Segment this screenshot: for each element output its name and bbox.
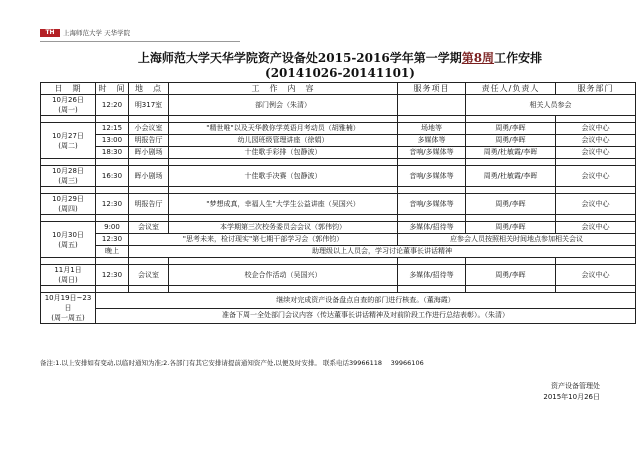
spacer-cell [556, 258, 636, 265]
content-cell: "梦想成真，幸福人生"大学生公益讲座（吴国兴） [169, 194, 398, 215]
place-cell: 明报告厅 [129, 135, 169, 147]
column-header: 服务部门 [556, 83, 636, 95]
dept-cell: 会议中心 [556, 135, 636, 147]
table-row [41, 246, 636, 258]
column-header: 时 间 [96, 83, 129, 95]
weekday-label: (周一) [58, 106, 78, 114]
time-cell: 16:30 [96, 166, 129, 187]
dept-cell: 会议中心 [556, 123, 636, 135]
place-cell: 晖小剧场 [129, 166, 169, 187]
content-cell: "思考未来，检讨现实"第七期干部学习会（郭伟钧） [129, 234, 398, 246]
owner-cell: 周勇/李晖 [466, 135, 556, 147]
date-cell [41, 222, 96, 258]
header-row [41, 83, 636, 95]
date-cell [41, 95, 96, 116]
summary-date-cell [41, 293, 96, 324]
spacer-cell [96, 116, 129, 123]
place-cell: 晖小剧场 [129, 147, 169, 159]
summary-date-label: 10月19日~23日 [44, 294, 92, 312]
column-header: 服务项目 [398, 83, 466, 95]
summary-weekday-label: (周一周五) [51, 314, 85, 322]
dept-cell: 会议中心 [556, 222, 636, 234]
footer-date: 2015年10月26日 [543, 393, 600, 401]
time-cell: 12:30 [96, 194, 129, 215]
spacer-cell [129, 159, 169, 166]
spacer-cell [556, 286, 636, 293]
service-cell: 音响/多媒体等 [398, 166, 466, 187]
spacer-cell [398, 187, 466, 194]
spacer-cell [96, 286, 129, 293]
owner-cell: 周勇/李晖 [466, 194, 556, 215]
column-header: 日 期 [41, 83, 96, 95]
summary-row [41, 308, 636, 324]
summary-line: 继续对完成资产设备盘点自查的部门进行核查。（董海霞） [96, 293, 636, 309]
title-part-b: 工作安排 [494, 51, 543, 65]
content-cell: 部门例会（朱清） [169, 95, 398, 116]
date-label: 10月26日 [52, 96, 84, 104]
table-row [41, 123, 636, 135]
footer-dept: 资产设备管理处 [551, 382, 600, 390]
date-label: 10月28日 [52, 167, 84, 175]
summary-row [41, 293, 636, 309]
content-cell: 十佳歌手决赛（包静波） [169, 166, 398, 187]
place-cell: 明报告厅 [129, 194, 169, 215]
schedule-table [40, 82, 636, 324]
date-label: 10月27日 [52, 131, 84, 140]
content-cell: 本学期第三次校务委员会会议（郭伟钧） [169, 222, 398, 234]
title-week: 第8周 [461, 51, 495, 65]
spacer-cell [556, 116, 636, 123]
dept-cell: 会议中心 [556, 265, 636, 286]
owner-cell: 周勇/李晖 [466, 123, 556, 135]
table-row [41, 222, 636, 234]
spacer-row [41, 258, 636, 265]
spacer-cell [169, 187, 398, 194]
spacer-cell [41, 187, 96, 194]
spacer-cell [41, 116, 96, 123]
page-subtitle-date-range: (20141026-20141101) [265, 66, 415, 80]
service-cell: 多媒体/招待等 [398, 265, 466, 286]
owner-cell: 相关人员参会 [466, 95, 636, 116]
place-cell: 会议室 [129, 265, 169, 286]
content-cell: 助理级以上人员会，学习讨论董事长讲话精神 [129, 246, 636, 258]
schedule-body [41, 83, 636, 324]
table-row [41, 265, 636, 286]
date-cell [41, 123, 96, 159]
service-cell: 音响/多媒体等 [398, 147, 466, 159]
owner-cell: 应参会人员按照相关时间地点参加相关会议 [398, 234, 636, 246]
spacer-row [41, 116, 636, 123]
service-cell: 音响/多媒体等 [398, 194, 466, 215]
spacer-cell [556, 159, 636, 166]
table-row [41, 194, 636, 215]
column-header: 地 点 [129, 83, 169, 95]
table-row [41, 135, 636, 147]
spacer-cell [169, 116, 398, 123]
spacer-cell [556, 187, 636, 194]
spacer-cell [556, 215, 636, 222]
service-cell [398, 95, 466, 116]
spacer-cell [96, 159, 129, 166]
spacer-cell [41, 159, 96, 166]
spacer-cell [41, 215, 96, 222]
content-cell: 十佳歌手彩排（包静波） [169, 147, 398, 159]
spacer-cell [96, 258, 129, 265]
spacer-cell [466, 286, 556, 293]
spacer-cell [41, 286, 96, 293]
spacer-cell [398, 258, 466, 265]
spacer-cell [398, 215, 466, 222]
spacer-row [41, 187, 636, 194]
spacer-cell [129, 215, 169, 222]
time-cell: 12:30 [96, 234, 129, 246]
spacer-cell [169, 215, 398, 222]
content-cell: "精世唯"以及天华教你学英语月考动员（胡雅楠） [169, 123, 398, 135]
time-cell: 晚上 [96, 246, 129, 258]
spacer-cell [466, 187, 556, 194]
spacer-cell [129, 258, 169, 265]
spacer-cell [169, 286, 398, 293]
spacer-cell [398, 116, 466, 123]
time-cell: 18:30 [96, 147, 129, 159]
spacer-cell [41, 258, 96, 265]
spacer-cell [466, 258, 556, 265]
date-cell [41, 194, 96, 215]
spacer-cell [169, 258, 398, 265]
date-label: 11月1日 [54, 266, 82, 274]
table-row [41, 95, 636, 116]
dept-cell: 会议中心 [556, 147, 636, 159]
content-cell: 校企合作活动（吴国兴） [169, 265, 398, 286]
service-cell: 多媒体/招待等 [398, 222, 466, 234]
spacer-cell [398, 159, 466, 166]
spacer-cell [169, 159, 398, 166]
table-row [41, 166, 636, 187]
time-cell: 9:00 [96, 222, 129, 234]
place-cell: 会议室 [129, 222, 169, 234]
logo-text: 上海师范大学 天华学院 [63, 29, 131, 37]
page-title [40, 49, 640, 66]
spacer-cell [466, 116, 556, 123]
dept-cell: 会议中心 [556, 194, 636, 215]
owner-cell: 周勇/李晖 [466, 265, 556, 286]
summary-line: 准备下周一全处部门会议内容（传达董事长讲话精神及对前阶段工作进行总结表彰）。（朱清） [96, 308, 636, 324]
weekday-label: (周二) [58, 141, 78, 150]
date-cell [41, 166, 96, 187]
column-header: 责任人/负责人 [466, 83, 556, 95]
spacer-cell [129, 187, 169, 194]
school-logo [40, 28, 130, 37]
dept-cell: 会议中心 [556, 166, 636, 187]
notes: 备注:1.以上安排如有变动,以临时通知为准;2.各部门有其它安排请提前通知资产处,以便及时安排。 联系电话39966118 39966106 [40, 359, 424, 367]
column-header: 工 作 内 容 [169, 83, 398, 95]
header-divider [40, 41, 240, 42]
time-cell: 12:20 [96, 95, 129, 116]
service-cell: 多媒体等 [398, 135, 466, 147]
title-part-a: 上海师范大学天华学院资产设备处2015-2016学年第一学期 [137, 51, 462, 65]
time-cell: 13:00 [96, 135, 129, 147]
spacer-cell [96, 187, 129, 194]
weekday-label: (周三) [58, 177, 78, 185]
service-cell: 场地等 [398, 123, 466, 135]
logo-mark-icon: TH [40, 29, 60, 37]
spacer-row [41, 159, 636, 166]
weekday-label: (周日) [58, 276, 78, 284]
spacer-cell [398, 286, 466, 293]
weekday-label: (周四) [58, 205, 78, 213]
spacer-cell [129, 116, 169, 123]
owner-cell: 周勇/杜敏霞/李晖 [466, 166, 556, 187]
owner-cell: 周勇/李晖 [466, 222, 556, 234]
place-cell: 小会议室 [129, 123, 169, 135]
table-row [41, 234, 636, 246]
content-cell: 幼儿园班级管理讲座（徐娟） [169, 135, 398, 147]
spacer-cell [466, 159, 556, 166]
time-cell: 12:30 [96, 265, 129, 286]
date-label: 10月29日 [52, 195, 84, 203]
place-cell: 明317室 [129, 95, 169, 116]
weekday-label: (周五) [58, 240, 78, 249]
spacer-cell [96, 215, 129, 222]
spacer-cell [129, 286, 169, 293]
spacer-cell [466, 215, 556, 222]
table-row [41, 147, 636, 159]
time-cell: 12:15 [96, 123, 129, 135]
date-label: 10月30日 [52, 230, 84, 239]
spacer-row [41, 286, 636, 293]
date-cell [41, 265, 96, 286]
owner-cell: 周勇/杜敏霞/李晖 [466, 147, 556, 159]
spacer-row [41, 215, 636, 222]
